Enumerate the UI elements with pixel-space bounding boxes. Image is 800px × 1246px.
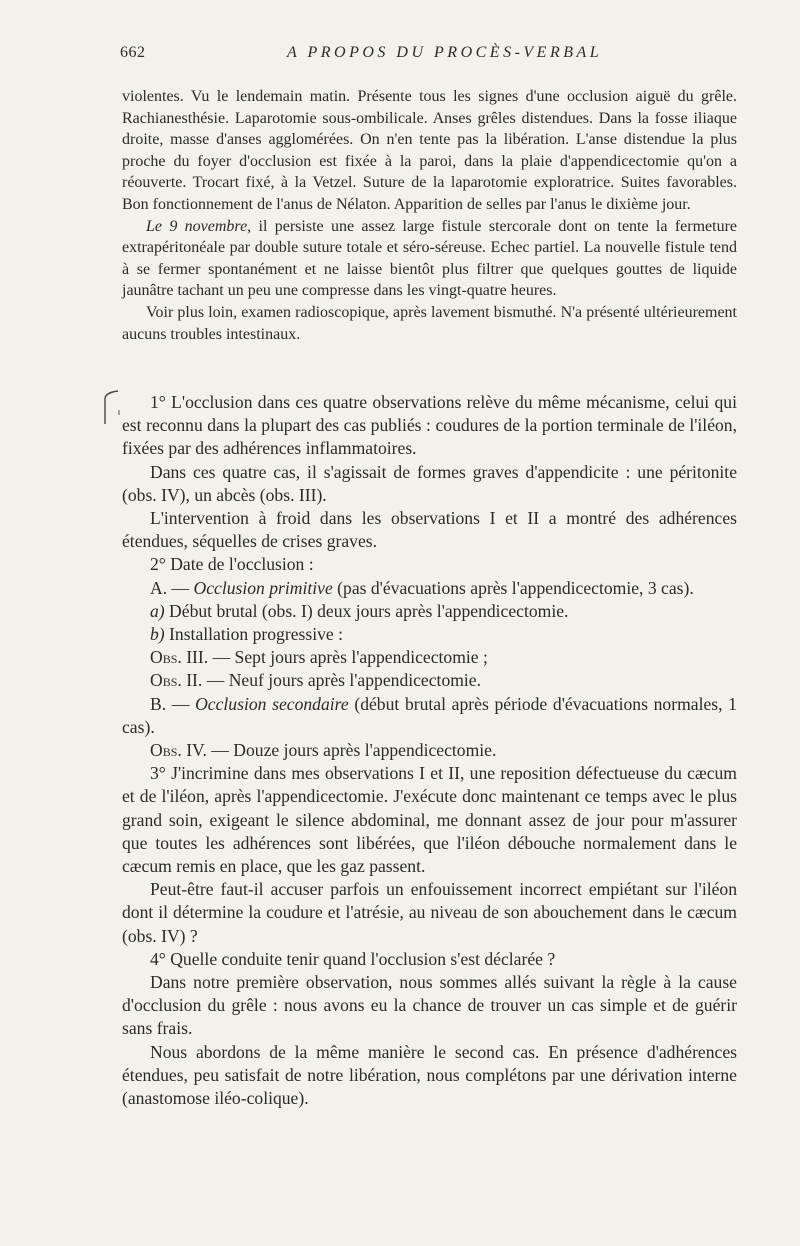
- section-1: 1° L'occlusion dans ces quatre observations relève du même mécanisme, celui qui est reconnu dans la plupart des cas publiés : coudures de la portion terminale de l'iléon, fixées par des adhérences inflammatoires.: [122, 392, 737, 459]
- occlusion-primitive: [122, 577, 737, 600]
- subitem-b-text: Installation progressive :: [164, 624, 343, 645]
- item-b-text: (début brutal après période d'évacuations normales, 1 cas).: [122, 693, 737, 737]
- obs-label: Obs.: [150, 647, 182, 668]
- running-title: A PROPOS DU PROCÈS-VERBAL: [287, 44, 603, 61]
- small-paragraph-2: [122, 216, 737, 302]
- occlusion-secondaire: [122, 693, 737, 739]
- page-number: 662: [120, 44, 146, 61]
- section-3: 3° J'incrimine dans mes observations I et II, une reposition défectueuse du cæcum et de l'iléon, après l'appendicectomie. J'exécute donc maintenant ce temps avec le plus grand soin, exigeant le silence abdominal, me donnant assez de jour pour m'assurer que toutes les adhérences sont libérées, que l'iléon débouche normalement dans le cæcum remis en place, que les gaz passent.: [122, 763, 737, 877]
- item-b-title: Occlusion secondaire: [195, 693, 349, 714]
- section-4-para-1: Dans notre première observation, nous sommes allés suivant la règle à la cause d'occlusion du grêle : nous avons eu la chance de trouver un cas simple et de guérir sans frais.: [122, 972, 737, 1039]
- small-paragraph-2-text: , il persiste une assez large fistule stercorale dont on tente la fermeture extrapéritonéale par double suture totale et séro-séreuse. Echec partiel. La nouvelle fistule tend à se fermer spontanément et ne laisse bientôt plus filtrer que quelques gouttes de liquide jaunâtre tachant un peu une compresse dans les vingt-quatre heures.: [122, 217, 737, 300]
- obs-iv-text: IV. — Douze jours après l'appendicectomie.: [181, 740, 497, 761]
- section-4-heading: 4° Quelle conduite tenir quand l'occlusion s'est déclarée ?: [150, 948, 556, 969]
- obs-label: Obs.: [150, 740, 182, 761]
- subitem-a-letter: a): [150, 600, 165, 621]
- obs-label: Obs.: [150, 670, 182, 691]
- observation-small-print: [122, 86, 737, 345]
- obs-ii-text: II. — Neuf jours après l'appendicectomie.: [181, 670, 482, 691]
- main-text: [122, 391, 737, 1110]
- obs-iii-line: [122, 646, 737, 669]
- small-paragraph-1: violentes. Vu le lendemain matin. Présente tous les signes d'une occlusion aiguë du grêle. Rachianesthésie. Laparotomie sous-ombilicale. Anses grêles distendues. Dans la fosse iliaque droite, masse d'anses agglomérées. On n'en tente pas la libération. L'anse distendue la plus proche du foyer d'occlusion est fixée à la paroi, dans la plaie d'appendicectomie qu'on a réouverte. Trocart fixé, à la Vetzel. Suture de la laparotomie exploratrice. Suites favorables. Bon fonctionnement de l'anus de Nélaton. Apparition de selles par l'anus le dixième jour.: [122, 88, 737, 213]
- section-2-heading: 2° Date de l'occlusion :: [150, 554, 314, 575]
- item-a-lead: A. —: [150, 577, 194, 598]
- small-paragraph-3: Voir plus loin, examen radioscopique, après lavement bismuthé. N'a présenté ultérieurement aucuns troubles intestinaux.: [122, 303, 737, 343]
- item-a-text: (pas d'évacuations après l'appendicectomie, 3 cas).: [332, 577, 694, 598]
- page-header: [0, 44, 800, 68]
- item-b-lead: B. —: [150, 693, 196, 714]
- item-a-title: Occlusion primitive: [193, 577, 333, 598]
- section-3-para-2: Peut-être faut-il accuser parfois un enfouissement incorrect empiétant sur l'iléon dont il détermine la coudure et l'atrésie, au niveau de son abouchement dans le cæcum (obs. IV) ?: [122, 879, 737, 946]
- obs-iv-line: [122, 739, 737, 762]
- subitem-b-letter: b): [150, 624, 165, 645]
- subitem-a: [122, 600, 737, 623]
- subitem-a-text: Début brutal (obs. I) deux jours après l'appendicectomie.: [164, 600, 569, 621]
- section-1-para-2: Dans ces quatre cas, il s'agissait de formes graves d'appendicite : une péritonite (obs. IV), un abcès (obs. III).: [122, 461, 737, 505]
- date-label: Le 9 novembre: [146, 217, 248, 235]
- obs-ii-line: [122, 669, 737, 692]
- margin-bracket-mark: [100, 388, 122, 428]
- obs-iii-text: III. — Sept jours après l'appendicectomie ;: [181, 647, 488, 668]
- section-4-para-2: Nous abordons de la même manière le second cas. En présence d'adhérences étendues, peu satisfait de notre libération, nous complétons par une dérivation interne (anastomose iléo-colique).: [122, 1041, 737, 1109]
- section-1-para-3: L'intervention à froid dans les observations I et II a montré des adhérences étendues, séquelles de crises graves.: [122, 508, 737, 552]
- subitem-b: [122, 623, 737, 646]
